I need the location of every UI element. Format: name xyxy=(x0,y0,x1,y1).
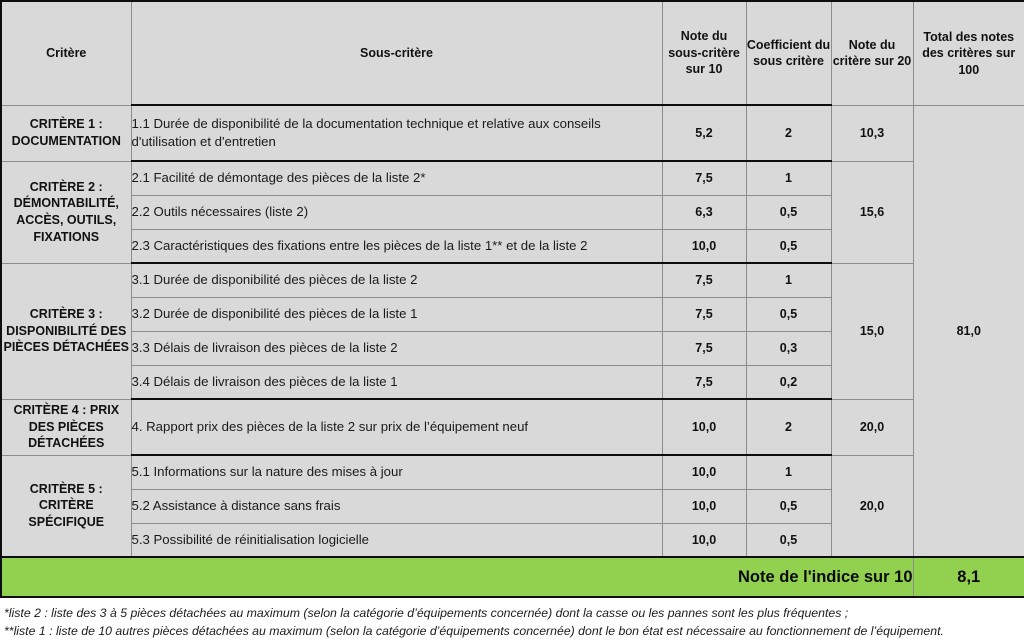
table-body xyxy=(1,105,1024,597)
sub-criterion-coefficient: 0,3 xyxy=(746,331,831,365)
column-header-total: Total des notes des critères sur 100 xyxy=(913,1,1024,105)
table-row xyxy=(1,399,1024,455)
footnote-liste-2: *liste 2 : liste des 3 à 5 pièces détachées au maximum (selon la catégorie d’équipements concernée) dont la casse ou les pannes sont les plus fréquentes ; xyxy=(4,606,849,620)
header-row xyxy=(1,1,1024,105)
table-row xyxy=(1,455,1024,489)
column-header-note-sous-critere: Note du sous-critère sur 10 xyxy=(662,1,746,105)
sub-criterion-score: 10,0 xyxy=(662,399,746,455)
sub-criterion-text: 5.2 Assistance à distance sans frais xyxy=(131,489,662,523)
sub-criterion-score: 10,0 xyxy=(662,523,746,557)
criterion-label-2: CRITÈRE 2 : DÉMONTABILITÉ, ACCÈS, OUTILS, FIXATIONS xyxy=(1,161,131,263)
sub-criterion-text: 2.3 Caractéristiques des fixations entre les pièces de la liste 1** et de la liste 2 xyxy=(131,229,662,263)
sub-criterion-score: 7,5 xyxy=(662,331,746,365)
sub-criterion-coefficient: 0,5 xyxy=(746,229,831,263)
footnotes xyxy=(0,598,1024,640)
sub-criterion-score: 6,3 xyxy=(662,195,746,229)
table-row xyxy=(1,263,1024,297)
table-header xyxy=(1,1,1024,105)
sub-criterion-text: 5.3 Possibilité de réinitialisation logicielle xyxy=(131,523,662,557)
sub-criterion-text: 1.1 Durée de disponibilité de la documentation technique et relative aux conseils d'utilisation et d'entretien xyxy=(131,105,662,161)
index-score-row xyxy=(1,557,1024,597)
footnote-liste-1: **liste 1 : liste de 10 autres pièces détachées au maximum (selon la catégorie d’équipements concernée) dont le bon état est nécessaire au fonctionnement de l’équipement. xyxy=(4,624,944,639)
sub-criterion-score: 7,5 xyxy=(662,297,746,331)
sub-criterion-score: 10,0 xyxy=(662,455,746,489)
criterion-score-20: 15,6 xyxy=(831,161,913,263)
column-header-note-critere: Note du critère sur 20 xyxy=(831,1,913,105)
sub-criterion-score: 7,5 xyxy=(662,161,746,195)
criterion-score-20: 20,0 xyxy=(831,399,913,455)
sub-criterion-coefficient: 1 xyxy=(746,455,831,489)
sub-criterion-text: 3.3 Délais de livraison des pièces de la liste 2 xyxy=(131,331,662,365)
index-score-label: Note de l'indice sur 10 xyxy=(1,557,913,597)
sub-criterion-score: 10,0 xyxy=(662,489,746,523)
criterion-label-1: CRITÈRE 1 : DOCUMENTATION xyxy=(1,105,131,161)
criterion-label-5: CRITÈRE 5 : CRITÈRE SPÉCIFIQUE xyxy=(1,455,131,557)
criteria-total-score: 81,0 xyxy=(913,105,1024,557)
sub-criterion-score: 7,5 xyxy=(662,263,746,297)
sub-criterion-coefficient: 1 xyxy=(746,161,831,195)
sub-criterion-coefficient: 2 xyxy=(746,105,831,161)
sub-criterion-text: 2.2 Outils nécessaires (liste 2) xyxy=(131,195,662,229)
sub-criterion-score: 7,5 xyxy=(662,365,746,399)
sub-criterion-coefficient: 0,2 xyxy=(746,365,831,399)
table-row xyxy=(1,161,1024,195)
table-row xyxy=(1,105,1024,161)
criterion-score-20: 20,0 xyxy=(831,455,913,557)
sub-criterion-coefficient: 0,5 xyxy=(746,297,831,331)
sub-criterion-text: 3.2 Durée de disponibilité des pièces de la liste 1 xyxy=(131,297,662,331)
index-score-value: 8,1 xyxy=(913,557,1024,597)
criterion-score-20: 10,3 xyxy=(831,105,913,161)
sub-criterion-coefficient: 0,5 xyxy=(746,523,831,557)
sub-criterion-coefficient: 0,5 xyxy=(746,195,831,229)
sub-criterion-score: 10,0 xyxy=(662,229,746,263)
sub-criterion-text: 3.1 Durée de disponibilité des pièces de la liste 2 xyxy=(131,263,662,297)
sub-criterion-text: 2.1 Facilité de démontage des pièces de la liste 2* xyxy=(131,161,662,195)
column-header-coefficient: Coefficient du sous critère xyxy=(746,1,831,105)
sub-criterion-score: 5,2 xyxy=(662,105,746,161)
column-header-critere: Critère xyxy=(1,1,131,105)
criterion-label-4: CRITÈRE 4 : PRIX DES PIÈCES DÉTACHÉES xyxy=(1,399,131,455)
sub-criterion-coefficient: 0,5 xyxy=(746,489,831,523)
sub-criterion-text: 5.1 Informations sur la nature des mises à jour xyxy=(131,455,662,489)
sub-criterion-coefficient: 1 xyxy=(746,263,831,297)
sub-criterion-text: 3.4 Délais de livraison des pièces de la liste 1 xyxy=(131,365,662,399)
criterion-score-20: 15,0 xyxy=(831,263,913,399)
sub-criterion-text: 4. Rapport prix des pièces de la liste 2 sur prix de l’équipement neuf xyxy=(131,399,662,455)
sub-criterion-coefficient: 2 xyxy=(746,399,831,455)
column-header-sous-critere: Sous-critère xyxy=(131,1,662,105)
criterion-label-3: CRITÈRE 3 : DISPONIBILITÉ DES PIÈCES DÉTACHÉES xyxy=(1,263,131,399)
